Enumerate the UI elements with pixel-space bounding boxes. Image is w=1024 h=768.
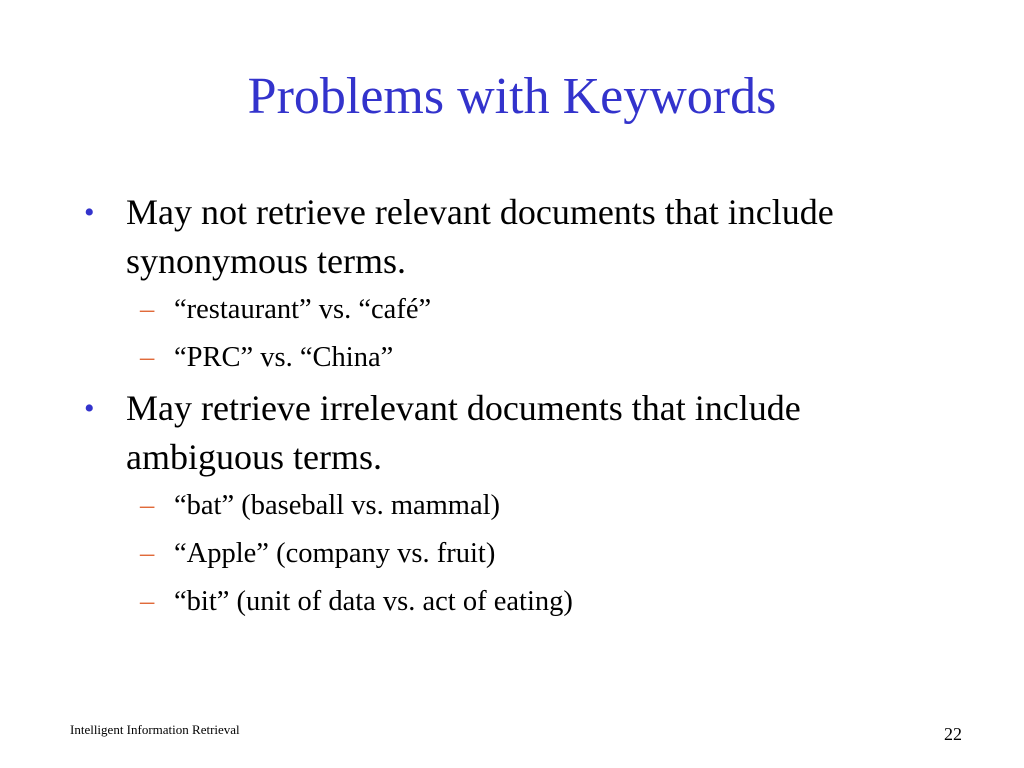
sub-bullet [84,584,984,620]
bullet-dot-icon: • [84,196,95,229]
dash-icon: – [140,586,155,617]
bullet-1-line-1: May not retrieve relevant documents that include [126,192,834,232]
dash-icon: – [140,342,155,373]
slide-title: Problems with Keywords [247,68,777,125]
sub-bullet [84,292,984,328]
bullet-2-line-2: ambiguous terms. [126,437,382,477]
sub-bullet [84,340,984,376]
dash-icon: – [140,294,155,325]
sub-bullet-text: “PRC” vs. “China” [174,342,394,373]
dash-icon: – [140,490,155,521]
bullet-1-line-2: synonymous terms. [126,241,407,281]
dash-icon: – [140,538,155,569]
page-number: 22 [944,724,962,744]
slide-content [84,188,984,632]
sub-bullet-text: “restaurant” vs. “café” [174,294,432,325]
sub-bullet-text: “bat” (baseball vs. mammal) [174,490,501,521]
bullet-2-line-1: May retrieve irrelevant documents that include [126,388,801,428]
bullet-2 [84,384,984,482]
bullet-1 [84,188,984,286]
sub-bullet [84,536,984,572]
sub-bullet-text: “bit” (unit of data vs. act of eating) [174,586,573,617]
sub-bullet [84,488,984,524]
footer-course-name: Intelligent Information Retrieval [70,722,240,737]
bullet-dot-icon: • [84,392,95,425]
sub-bullet-text: “Apple” (company vs. fruit) [174,538,496,569]
